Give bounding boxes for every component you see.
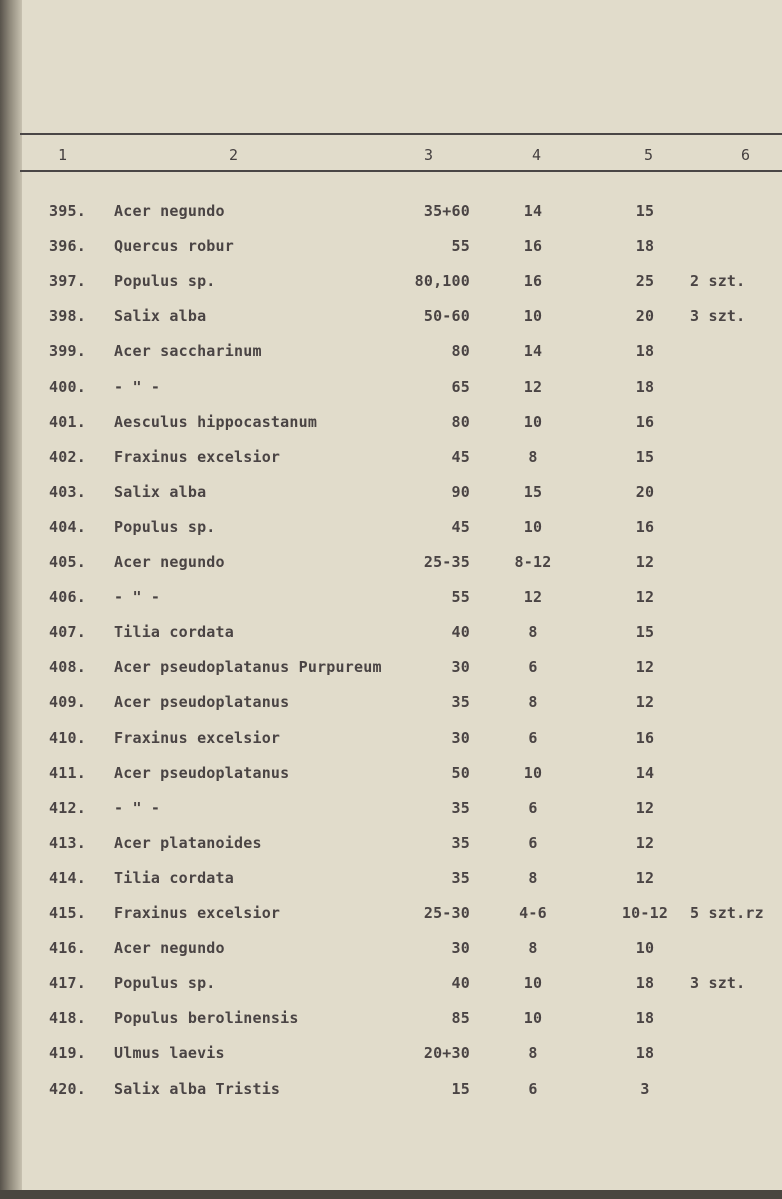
row-number: 407. — [49, 623, 86, 641]
column-5-value: 20 — [635, 307, 655, 325]
table-row — [0, 764, 782, 794]
column-3-value: 40 — [451, 974, 470, 992]
species-name: Salix alba — [114, 307, 207, 325]
table-row — [0, 518, 782, 548]
column-5-value: 15 — [635, 623, 655, 641]
column-5-value: 18 — [635, 1009, 655, 1027]
species-name: Acer negundo — [114, 202, 225, 220]
table-row — [0, 1044, 782, 1074]
column-header-2: 2 — [229, 146, 239, 164]
column-4-value: 8 — [528, 693, 538, 711]
column-4-value: 10 — [523, 764, 543, 782]
column-4-value: 16 — [523, 237, 543, 255]
species-name: Acer pseudoplatanus — [114, 764, 290, 782]
column-3-value: 35+60 — [423, 202, 470, 220]
column-6-note: 3 szt. — [690, 974, 746, 992]
species-name: Populus sp. — [114, 518, 216, 536]
column-4-value: 14 — [523, 202, 543, 220]
column-3-value: 40 — [451, 623, 470, 641]
species-name: - " - — [114, 799, 161, 817]
column-5-value: 10 — [635, 939, 655, 957]
table-row — [0, 1080, 782, 1110]
species-name: Populus sp. — [114, 974, 216, 992]
column-5-value: 15 — [635, 202, 655, 220]
column-header-3: 3 — [424, 146, 434, 164]
species-name: Aesculus hippocastanum — [114, 413, 318, 431]
column-5-value: 18 — [635, 237, 655, 255]
row-number: 403. — [49, 483, 86, 501]
species-name: Salix alba — [114, 483, 207, 501]
species-name: - " - — [114, 588, 161, 606]
column-3-value: 45 — [451, 448, 470, 466]
column-5-value: 12 — [635, 693, 655, 711]
column-6-note: 2 szt. — [690, 272, 746, 290]
column-3-value: 35 — [451, 869, 470, 887]
column-5-value: 12 — [635, 869, 655, 887]
table-row — [0, 588, 782, 618]
column-3-value: 50 — [451, 764, 470, 782]
table-row — [0, 904, 782, 934]
column-4-value: 10 — [523, 974, 543, 992]
column-4-value: 6 — [528, 1080, 538, 1098]
table-row — [0, 342, 782, 372]
row-number: 418. — [49, 1009, 86, 1027]
column-4-value: 6 — [528, 729, 538, 747]
column-5-value: 18 — [635, 342, 655, 360]
row-number: 416. — [49, 939, 86, 957]
row-number: 410. — [49, 729, 86, 747]
column-3-value: 30 — [451, 729, 470, 747]
row-number: 396. — [49, 237, 86, 255]
species-name: Tilia cordata — [114, 869, 234, 887]
table-row — [0, 378, 782, 408]
column-3-value: 80,100 — [414, 272, 470, 290]
table-row — [0, 939, 782, 969]
column-4-value: 6 — [528, 834, 538, 852]
row-number: 412. — [49, 799, 86, 817]
species-name: Fraxinus excelsior — [114, 729, 281, 747]
column-5-value: 12 — [635, 553, 655, 571]
column-3-value: 55 — [451, 237, 470, 255]
table-row — [0, 448, 782, 478]
table-row — [0, 1009, 782, 1039]
column-3-value: 35 — [451, 799, 470, 817]
column-3-value: 65 — [451, 378, 470, 396]
column-5-value: 10-12 — [621, 904, 669, 922]
species-name: Fraxinus excelsior — [114, 904, 281, 922]
row-number: 395. — [49, 202, 86, 220]
column-3-value: 35 — [451, 834, 470, 852]
species-name: Quercus robur — [114, 237, 234, 255]
column-5-value: 12 — [635, 799, 655, 817]
table-header-top-rule — [20, 133, 782, 135]
column-4-value: 4-6 — [519, 904, 547, 922]
row-number: 401. — [49, 413, 86, 431]
table-row — [0, 413, 782, 443]
row-number: 406. — [49, 588, 86, 606]
column-4-value: 8 — [528, 939, 538, 957]
column-header-4: 4 — [532, 146, 542, 164]
row-number: 419. — [49, 1044, 86, 1062]
species-name: Acer negundo — [114, 553, 225, 571]
row-number: 397. — [49, 272, 86, 290]
species-name: Acer pseudoplatanus Purpureum — [114, 658, 382, 676]
column-4-value: 15 — [523, 483, 543, 501]
column-3-value: 90 — [451, 483, 470, 501]
table-row — [0, 693, 782, 723]
column-3-value: 55 — [451, 588, 470, 606]
table-row — [0, 202, 782, 232]
species-name: Acer saccharinum — [114, 342, 262, 360]
row-number: 413. — [49, 834, 86, 852]
column-3-value: 25-35 — [423, 553, 470, 571]
species-name: Acer platanoides — [114, 834, 262, 852]
column-3-value: 20+30 — [423, 1044, 470, 1062]
row-number: 414. — [49, 869, 86, 887]
species-name: Populus sp. — [114, 272, 216, 290]
column-5-value: 18 — [635, 1044, 655, 1062]
column-5-value: 14 — [635, 764, 655, 782]
species-name: Populus berolinensis — [114, 1009, 299, 1027]
species-name: Salix alba Tristis — [114, 1080, 281, 1098]
column-4-value: 14 — [523, 342, 543, 360]
column-4-value: 8 — [528, 623, 538, 641]
species-name: Ulmus laevis — [114, 1044, 225, 1062]
species-name: Acer negundo — [114, 939, 225, 957]
row-number: 399. — [49, 342, 86, 360]
column-5-value: 18 — [635, 378, 655, 396]
row-number: 398. — [49, 307, 86, 325]
column-4-value: 8 — [528, 869, 538, 887]
table-row — [0, 799, 782, 829]
column-3-value: 15 — [451, 1080, 470, 1098]
column-5-value: 20 — [635, 483, 655, 501]
row-number: 409. — [49, 693, 86, 711]
column-4-value: 6 — [528, 799, 538, 817]
species-name: Acer pseudoplatanus — [114, 693, 290, 711]
column-5-value: 12 — [635, 588, 655, 606]
column-header-5: 5 — [644, 146, 654, 164]
column-4-value: 10 — [523, 307, 543, 325]
column-4-value: 10 — [523, 413, 543, 431]
column-4-value: 8-12 — [514, 553, 552, 571]
table-row — [0, 483, 782, 513]
column-header-6: 6 — [741, 146, 751, 164]
table-row — [0, 272, 782, 302]
column-5-value: 3 — [640, 1080, 650, 1098]
row-number: 408. — [49, 658, 86, 676]
column-4-value: 10 — [523, 518, 543, 536]
column-3-value: 30 — [451, 658, 470, 676]
table-header-bottom-rule — [20, 170, 782, 172]
column-3-value: 30 — [451, 939, 470, 957]
column-5-value: 16 — [635, 518, 655, 536]
table-row — [0, 869, 782, 899]
table-row — [0, 658, 782, 688]
column-5-value: 25 — [635, 272, 655, 290]
row-number: 415. — [49, 904, 86, 922]
row-number: 404. — [49, 518, 86, 536]
column-3-value: 85 — [451, 1009, 470, 1027]
column-3-value: 50-60 — [423, 307, 470, 325]
table-row — [0, 729, 782, 759]
table-row — [0, 237, 782, 267]
column-4-value: 16 — [523, 272, 543, 290]
column-3-value: 25-30 — [423, 904, 470, 922]
column-5-value: 12 — [635, 658, 655, 676]
table-row — [0, 553, 782, 583]
row-number: 405. — [49, 553, 86, 571]
column-4-value: 8 — [528, 1044, 538, 1062]
column-3-value: 45 — [451, 518, 470, 536]
column-6-note: 3 szt. — [690, 307, 746, 325]
row-number: 417. — [49, 974, 86, 992]
page-bottom-edge — [0, 1190, 782, 1199]
column-3-value: 80 — [451, 342, 470, 360]
row-number: 402. — [49, 448, 86, 466]
column-3-value: 35 — [451, 693, 470, 711]
row-number: 411. — [49, 764, 86, 782]
column-4-value: 8 — [528, 448, 538, 466]
column-4-value: 12 — [523, 588, 543, 606]
species-name: - " - — [114, 378, 161, 396]
column-5-value: 15 — [635, 448, 655, 466]
column-4-value: 10 — [523, 1009, 543, 1027]
column-5-value: 16 — [635, 729, 655, 747]
column-6-note: 5 szt.rz — [690, 904, 764, 922]
table-row — [0, 307, 782, 337]
species-name: Tilia cordata — [114, 623, 234, 641]
column-4-value: 6 — [528, 658, 538, 676]
table-row — [0, 834, 782, 864]
column-5-value: 18 — [635, 974, 655, 992]
table-row — [0, 623, 782, 653]
column-3-value: 80 — [451, 413, 470, 431]
column-header-1: 1 — [58, 146, 68, 164]
column-5-value: 12 — [635, 834, 655, 852]
column-5-value: 16 — [635, 413, 655, 431]
species-name: Fraxinus excelsior — [114, 448, 281, 466]
row-number: 400. — [49, 378, 86, 396]
column-4-value: 12 — [523, 378, 543, 396]
table-row — [0, 974, 782, 1004]
row-number: 420. — [49, 1080, 86, 1098]
